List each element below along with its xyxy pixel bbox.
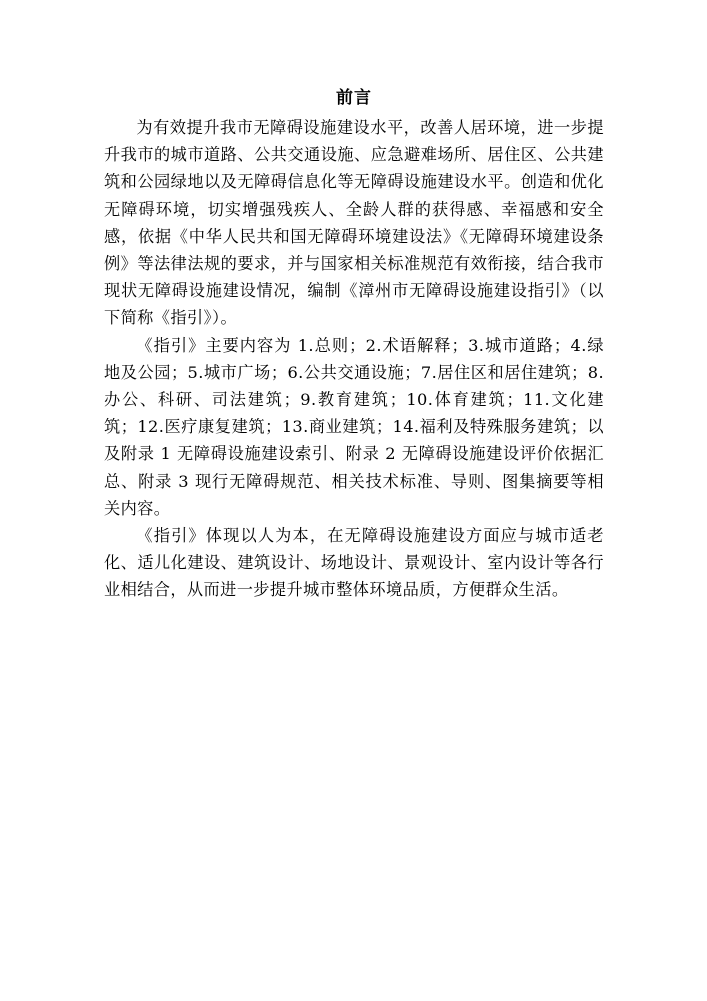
document-content (104, 86, 604, 604)
paragraph-contents: 《指引》主要内容为 1.总则；2.术语解释；3.城市道路；4.绿地及公园；5.城市广场；6.公共交通设施；7.居住区和居住建筑；8.办公、科研、司法建筑；9.教育建筑；10.体育建筑；11.文化建筑；12.医疗康复建筑；13.商业建筑；14.福利及特殊服务建筑；以及附录 1 无障碍设施建设索引、附录 2 无障碍设施建设评价依据汇总、附录 3 现行无障碍规范、相关技术标准、导则、图集摘要等相关内容。 (104, 335, 604, 518)
document-title: 前言 (336, 88, 372, 108)
paragraph-principle: 《指引》体现以人为本，在无障碍设施建设方面应与城市适老化、适儿化建设、建筑设计、场地设计、景观设计、室内设计等各行业相结合，从而进一步提升城市整体环境品质，方便群众生活。 (104, 526, 604, 600)
paragraph-intro: 为有效提升我市无障碍设施建设水平，改善人居环境，进一步提升我市的城市道路、公共交通设施、应急避难场所、居住区、公共建筑和公园绿地以及无障碍信息化等无障碍设施建设水平。创造和优化无障碍环境，切实增强残疾人、全龄人群的获得感、幸福感和安全感，依据《中华人民共和国无障碍环境建设法》《无障碍环境建设条例》等法律法规的要求，并与国家相关标准规范有效衔接，结合我市现状无障碍设施建设情况，编制《漳州市无障碍设施建设指引》（以下简称《指引》）。 (104, 118, 604, 328)
